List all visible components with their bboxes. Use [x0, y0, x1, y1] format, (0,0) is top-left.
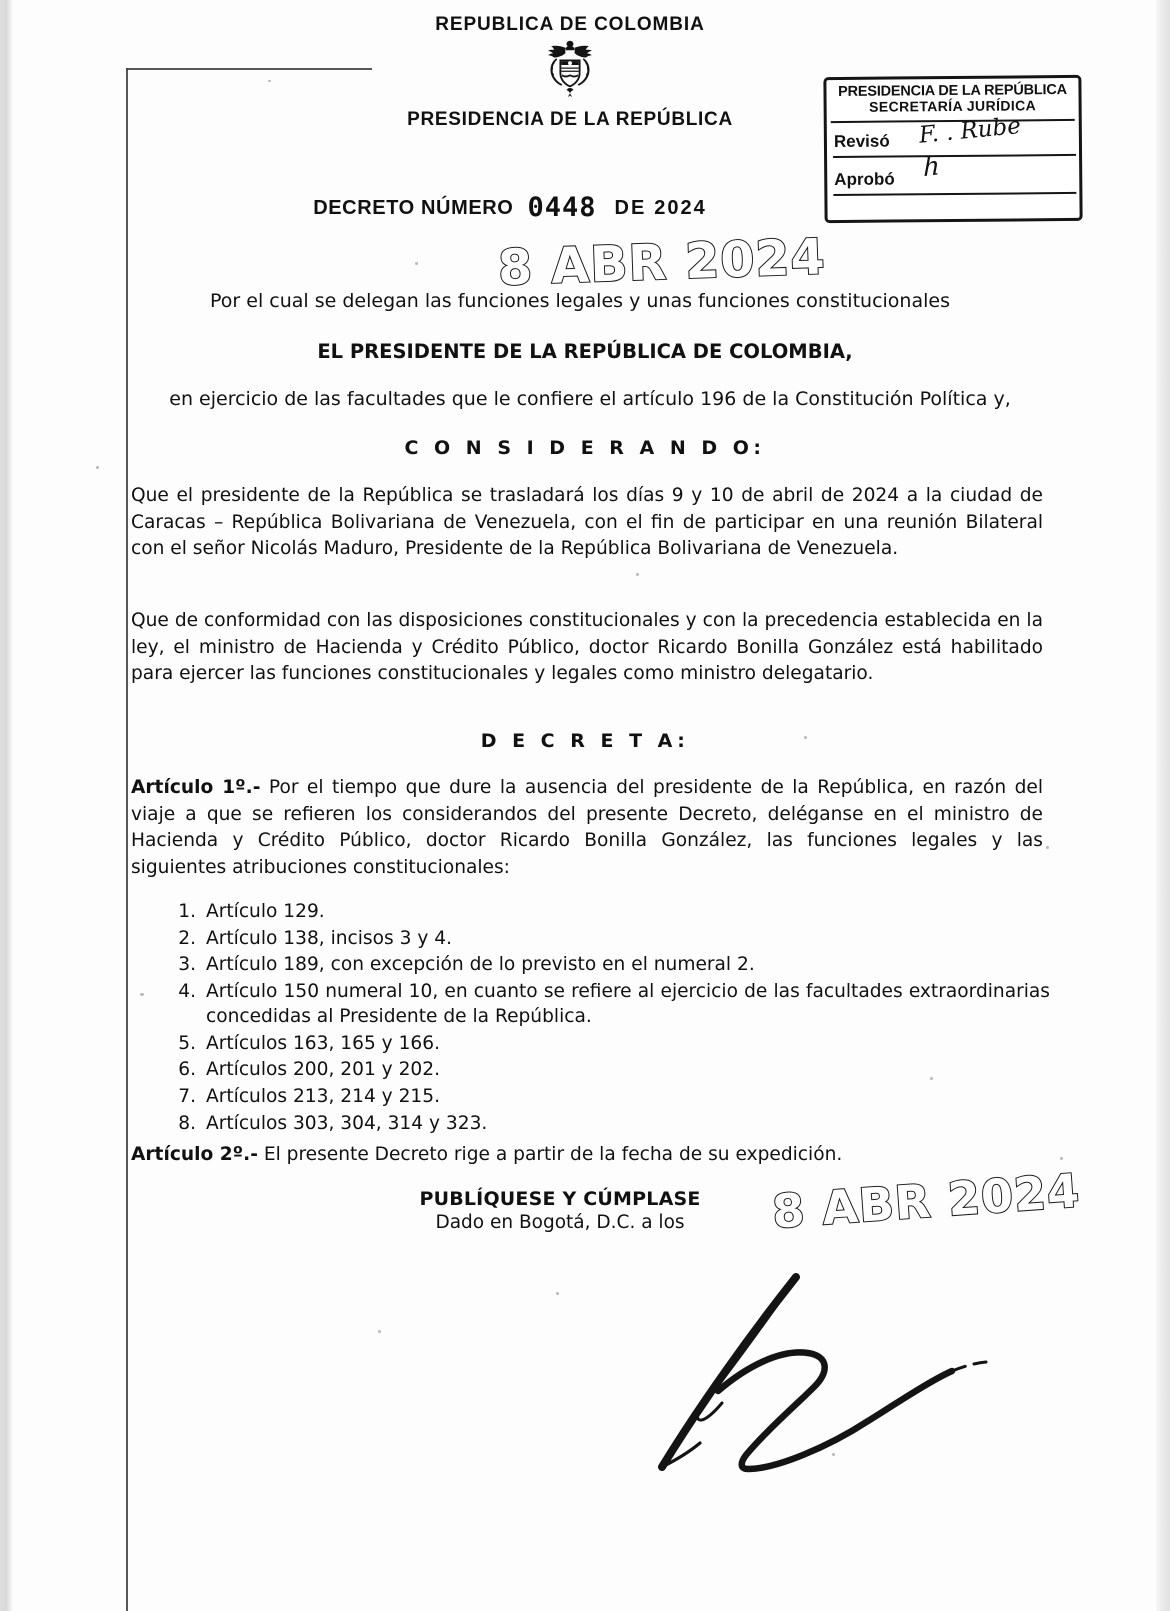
- list-item: [160, 980, 1050, 1029]
- country-title: REPUBLICA DE COLOMBIA: [435, 14, 705, 35]
- scan-speck: [415, 262, 418, 265]
- list-item-text: Artículo 189, con excepción de lo previsto en el numeral 2.: [206, 954, 755, 976]
- list-item-text: Artículos 163, 165 y 166.: [206, 1032, 440, 1054]
- scan-speck: [378, 1330, 381, 1333]
- decreta-heading: D E C R E T A:: [480, 730, 690, 752]
- scan-speck: [636, 573, 639, 576]
- date-stamp-top: 8 ABR 2024: [497, 228, 827, 297]
- issuer-heading: EL PRESIDENTE DE LA REPÚBLICA DE COLOMBIA,: [317, 340, 853, 363]
- date-stamp-bottom: 8 ABR 2024: [770, 1163, 1082, 1239]
- list-item: [160, 1085, 1050, 1110]
- list-item: [160, 953, 1050, 978]
- colombia-coat-of-arms-icon: [538, 39, 602, 101]
- scan-speck: [556, 1292, 559, 1295]
- articulo-1-paragraph: [131, 775, 1043, 881]
- considerando-heading: C O N S I D E R A N D O:: [404, 437, 766, 459]
- list-item-number: 3.: [178, 954, 196, 976]
- list-item-text: Artículo 129.: [206, 901, 325, 922]
- scan-edge-shadow-right: [1154, 0, 1170, 1611]
- scan-speck: [96, 466, 99, 469]
- president-handwritten-signature: [600, 1215, 1020, 1475]
- list-item-number: 5.: [178, 1032, 196, 1054]
- list-item-number: 6.: [178, 1059, 196, 1081]
- approval-stamp-box: [823, 75, 1082, 223]
- stamp-approved-rule: [833, 192, 1076, 197]
- articulo-1-text: Por el tiempo que dure la ausencia del presidente de la República, en razón del viaje a que se refieren los considerandos del presente Decreto, deléganse en el ministro de Hacienda y Crédito Público, doctor Ricardo Bonilla González, las funciones legales y las siguientes atribuciones constitucionales:: [131, 777, 1044, 878]
- articulo-2-text: El presente Decreto rige a partir de la fecha de su expedición.: [257, 1144, 843, 1165]
- list-item-number: 1.: [178, 901, 196, 922]
- list-item-text: Artículos 303, 304, 314 y 323.: [206, 1112, 488, 1134]
- approver-handwritten-signature: h: [923, 151, 940, 184]
- stamp-reviewed-rule: [833, 154, 1076, 159]
- stamp-reviewed-label: Revisó: [833, 131, 890, 152]
- considerando-paragraph-1: Que el presidente de la República se trasladará los días 9 y 10 de abril de 2024 a la ciudad de Caracas – República Bolivariana de Venezuela, con el fin de participar en una reunión Bilateral con el señor Nicolás Maduro, Presidente de la República Bolivariana de Venezuela.: [131, 485, 1043, 560]
- considerando-paragraph-2: Que de conformidad con las disposiciones constitucionales y con la precedencia establecida en la ley, el ministro de Hacienda y Crédito Público, doctor Ricardo Bonilla González está habilitado para ejercer las funciones constitucionales y legales como ministro delegatario.: [131, 610, 1043, 685]
- list-item: [160, 1112, 1050, 1137]
- delegated-articles-list: [160, 900, 1050, 1138]
- stamp-title: [826, 78, 1078, 119]
- list-item-number: 2.: [178, 927, 196, 949]
- decree-number-line: [130, 192, 890, 223]
- scan-speck: [1060, 1157, 1063, 1160]
- decree-year: 2024: [654, 197, 707, 219]
- scan-edge-shadow-left: [0, 0, 14, 1611]
- reviewer-handwritten-signature: F. . Rube: [917, 113, 1022, 150]
- decree-number: 0448: [527, 192, 597, 223]
- list-item-number: 7.: [178, 1086, 196, 1108]
- scan-speck: [140, 993, 144, 996]
- list-item-number: 4.: [178, 981, 196, 1003]
- decree-label: DECRETO NÚMERO: [313, 197, 514, 219]
- stamp-title-line-2: SECRETARÍA JURÍDICA: [869, 97, 1037, 115]
- decree-de-label: DE: [614, 197, 647, 219]
- list-item: [160, 900, 1050, 925]
- list-item: [160, 1032, 1050, 1057]
- stamp-reviewed-row: [827, 113, 1079, 161]
- list-item: [160, 927, 1050, 952]
- articulo-2-label: Artículo 2º.-: [131, 1144, 258, 1165]
- stamp-title-line-1: PRESIDENCIA DE LA REPÚBLICA: [838, 82, 1067, 101]
- faculties-line: en ejercicio de las facultades que le confiere el artículo 196 de la Constitución Política y,: [169, 388, 1011, 410]
- list-item-text: Artículos 213, 214 y 215.: [206, 1086, 440, 1108]
- list-item-text: Artículo 150 numeral 10, en cuanto se refiere al ejercicio de las facultades extraordinarias concedidas al Presidente de la República.: [206, 981, 1050, 1027]
- dado-en-line: Dado en Bogotá, D.C. a los: [435, 1212, 685, 1233]
- articulo-1-label: Artículo 1º.-: [131, 777, 261, 798]
- page-frame-vertical-rule: [126, 68, 128, 1611]
- articulo-2-paragraph: [131, 1142, 1043, 1169]
- scan-speck: [1046, 846, 1049, 849]
- list-item-number: 8.: [178, 1112, 196, 1134]
- decree-subtitle: Por el cual se delegan las funciones legales y unas funciones constitucionales: [210, 290, 950, 312]
- institution-title: PRESIDENCIA DE LA REPÚBLICA: [407, 109, 733, 130]
- list-item-text: Artículo 138, incisos 3 y 4.: [206, 927, 452, 949]
- list-item-text: Artículos 200, 201 y 202.: [206, 1059, 440, 1081]
- publiquese-line: PUBLÍQUESE Y CÚMPLASE: [419, 1188, 701, 1210]
- stamp-approved-row: [827, 151, 1079, 199]
- stamp-approved-label: Aprobó: [834, 169, 895, 190]
- list-item: [160, 1058, 1050, 1083]
